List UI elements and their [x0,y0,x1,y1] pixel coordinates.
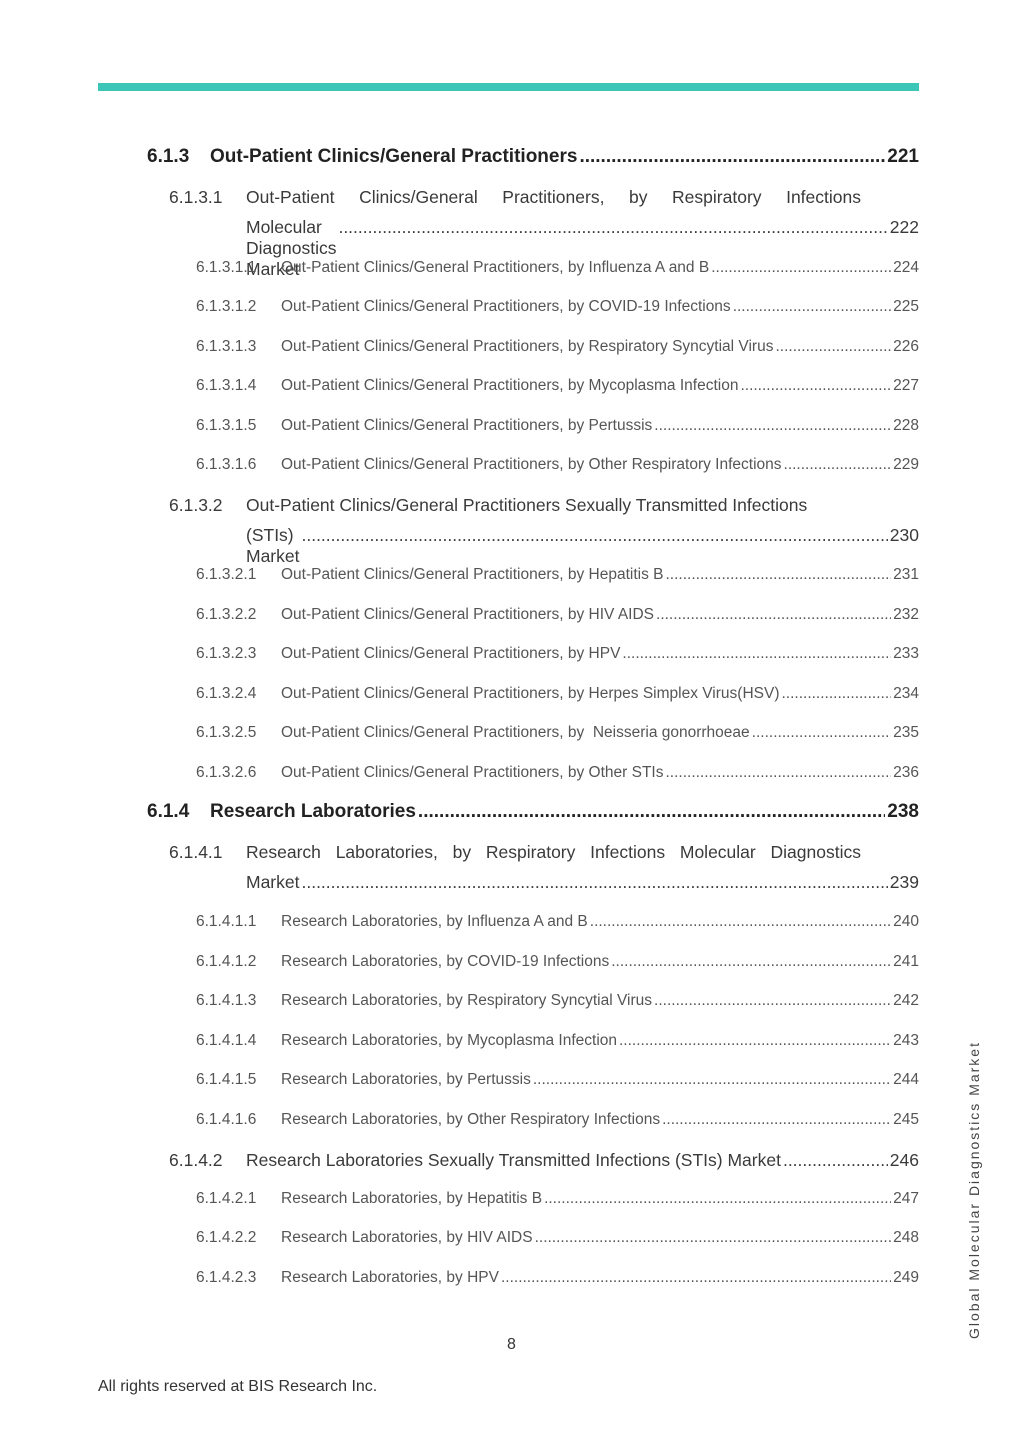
toc-leader-dots [656,606,891,624]
toc-page: 228 [893,417,919,434]
toc-entry-6-1-3-2-2[interactable] [196,606,919,624]
toc-number: 6.1.3.2.2 [196,606,257,623]
toc-number: 6.1.4.1.6 [196,1111,257,1128]
toc-title: Research Laboratories, by Respiratory Syncytial Virus [281,992,653,1009]
toc-leader-dots [301,525,887,546]
toc-entry-6-1-3-1-4[interactable] [196,377,919,395]
toc-number: 6.1.4.1.2 [196,953,257,970]
toc-leader-dots [533,1071,891,1089]
toc-entry-6-1-4-1[interactable] [169,842,919,893]
toc-number: 6.1.3.1.6 [196,456,257,473]
toc-entry-6-1-3-2[interactable] [169,495,919,567]
toc-leader-dots [665,764,891,782]
toc-leader-dots [711,259,891,277]
toc-page: 244 [893,1071,919,1088]
toc-leader-dots [740,377,891,395]
toc-leader-dots [619,1032,891,1050]
toc-leader-dots [784,456,892,474]
toc-title: Out-Patient Clinics/General Practitioners, by Pertussis [281,417,653,434]
toc-number: 6.1.3.1.1 [196,259,257,276]
toc-entry-6-1-3-2-3[interactable] [196,645,919,663]
toc-page: 224 [893,259,919,276]
toc-title-line2: (STIs) Market [246,525,300,566]
toc-number: 6.1.3.2.5 [196,724,257,741]
toc-title: Research Laboratories, by COVID-19 Infections [281,953,610,970]
toc-title: Research Laboratories [210,801,416,822]
toc-title: Out-Patient Clinics/General Practitioners, by Other STIs [281,764,664,781]
toc-page: 249 [893,1269,919,1286]
toc-entry-6-1-4-1-4[interactable] [196,1032,919,1050]
toc-page: 229 [893,456,919,473]
toc-page: 242 [893,992,919,1009]
toc-number: 6.1.4.1.5 [196,1071,257,1088]
toc-page: 226 [893,338,919,355]
toc-page: 248 [893,1229,919,1246]
toc-page: 233 [893,645,919,662]
toc-page: 227 [893,377,919,394]
toc-entry-6-1-3[interactable] [147,146,919,168]
toc-page: 232 [893,606,919,623]
toc-leader-dots [752,724,891,742]
toc-number: 6.1.3.1.4 [196,377,257,394]
toc-title: Research Laboratories Sexually Transmitted Infections (STIs) Market [246,1150,781,1170]
toc-title: Research Laboratories, by Influenza A and B [281,913,588,930]
toc-number: 6.1.3.2.3 [196,645,257,662]
toc-title-line1: Out-Patient Clinics/General Practitioners Sexually Transmitted Infections [246,495,808,515]
toc-title-line1: Research Laboratories, by Respiratory Infections Molecular Diagnostics [246,842,861,862]
toc-leader-dots [418,801,885,823]
toc-number: 6.1.4.1.3 [196,992,257,1009]
toc-title: Out-Patient Clinics/General Practitioners, by Hepatitis B [281,566,664,583]
toc-number: 6.1.3.2.6 [196,764,257,781]
page-number: 8 [507,1336,516,1353]
toc-number: 6.1.3 [147,146,190,167]
toc-title-line1: Out-Patient Clinics/General Practitioners, by Respiratory Infections [246,187,861,207]
toc-leader-dots [501,1269,891,1287]
toc-title: Research Laboratories, by Pertussis [281,1071,531,1088]
footer-copyright: All rights reserved at BIS Research Inc. [98,1378,378,1395]
toc-page: 246 [889,1150,919,1170]
toc-leader-dots [781,685,891,703]
toc-entry-6-1-4[interactable] [147,801,919,823]
toc-number: 6.1.4.1 [169,842,223,862]
toc-page: 225 [893,298,919,315]
toc-leader-dots [783,1150,888,1171]
toc-title: Out-Patient Clinics/General Practitioners, by Herpes Simplex Virus(HSV) [281,685,780,702]
toc-leader-dots [544,1190,891,1208]
toc-title-line2: Market [246,872,300,892]
toc-title: Research Laboratories, by HIV AIDS [281,1229,533,1246]
toc-leader-dots [590,913,891,931]
toc-title: Out-Patient Clinics/General Practitioners, by Other Respiratory Infections [281,456,782,473]
toc-leader-dots [579,146,885,168]
toc-page: 236 [893,764,919,781]
toc-title: Out-Patient Clinics/General Practitioners [210,146,578,167]
toc-title: Out-Patient Clinics/General Practitioners, by Neisseria gonorrhoeae [281,724,750,741]
toc-entry-6-1-3-1-1[interactable] [196,259,919,277]
side-running-title: Global Molecular Diagnostics Market [966,1041,982,1339]
toc-title: Out-Patient Clinics/General Practitioners, by HPV [281,645,621,662]
toc-number: 6.1.3.1.2 [196,298,257,315]
toc-number: 6.1.4.2.3 [196,1269,257,1286]
toc-title: Research Laboratories, by Mycoplasma Infection [281,1032,617,1049]
toc-title: Out-Patient Clinics/General Practitioners, by Mycoplasma Infection [281,377,739,394]
toc-page: 245 [893,1111,919,1128]
toc-entry-6-1-3-1-2[interactable] [196,298,919,316]
toc-page: 234 [893,685,919,702]
toc-number: 6.1.4.2 [169,1150,223,1170]
toc-leader-dots [622,645,891,663]
toc-entry-6-1-4-1-6[interactable] [196,1111,919,1129]
toc-leader-dots [775,338,891,356]
toc-page: 240 [893,913,919,930]
toc-number: 6.1.3.1 [169,187,223,207]
toc-page: 231 [893,566,919,583]
toc-page: 241 [893,953,919,970]
toc-number: 6.1.3.2 [169,495,223,515]
toc-title: Research Laboratories, by Other Respiratory Infections [281,1111,661,1128]
toc-page: 247 [893,1190,919,1207]
toc-page: 243 [893,1032,919,1049]
toc-number: 6.1.4.1.1 [196,913,257,930]
toc-number: 6.1.3.1.5 [196,417,257,434]
toc-number: 6.1.4.2.1 [196,1190,257,1207]
toc-leader-dots [662,1111,891,1129]
toc-entry-6-1-4-2-2[interactable] [196,1229,919,1247]
toc-entry-6-1-3-1-3[interactable] [196,338,919,356]
toc-page: 222 [889,217,919,237]
toc-page: 221 [887,146,919,167]
toc-entry-6-1-3-2-6[interactable] [196,764,919,782]
toc-number: 6.1.3.2.4 [196,685,257,702]
toc-number: 6.1.4 [147,801,190,822]
toc-title-line2: Molecular Diagnostics Market [246,217,337,279]
toc-title: Research Laboratories, by HPV [281,1269,499,1286]
toc-number: 6.1.4.2.2 [196,1229,257,1246]
toc-entry-6-1-4-2[interactable] [169,1150,919,1171]
toc-title: Out-Patient Clinics/General Practitioners, by HIV AIDS [281,606,655,623]
toc-entry-6-1-4-2-3[interactable] [196,1269,919,1287]
toc-entry-6-1-3-1-5[interactable] [196,417,919,435]
toc-number: 6.1.3.1.3 [196,338,257,355]
toc-leader-dots [733,298,891,316]
toc-leader-dots [654,992,891,1010]
toc-entry-6-1-3-2-5[interactable] [196,724,919,742]
toc-leader-dots [654,417,891,435]
toc-entry-6-1-3-2-4[interactable] [196,685,919,703]
toc-leader-dots [301,872,887,893]
toc-entry-6-1-4-2-1[interactable] [196,1190,919,1208]
toc-page: 235 [893,724,919,741]
toc-leader-dots [535,1229,892,1247]
toc-entry-6-1-3-1-6[interactable] [196,456,919,474]
toc-entry-6-1-3-2-1[interactable] [196,566,919,584]
toc-title: Out-Patient Clinics/General Practitioners, by Influenza A and B [281,259,710,276]
header-accent-bar [98,83,919,91]
toc-number: 6.1.3.2.1 [196,566,257,583]
toc-title: Out-Patient Clinics/General Practitioners, by Respiratory Syncytial Virus [281,338,774,355]
toc-number: 6.1.4.1.4 [196,1032,257,1049]
toc-entry-6-1-4-1-5[interactable] [196,1071,919,1089]
toc-page: 238 [887,801,919,822]
toc-page: 239 [889,872,919,892]
toc-title: Out-Patient Clinics/General Practitioners, by COVID-19 Infections [281,298,731,315]
toc-leader-dots [338,217,887,238]
toc-title: Research Laboratories, by Hepatitis B [281,1190,543,1207]
toc-leader-dots [611,953,891,971]
toc-entry-6-1-4-1-3[interactable] [196,992,919,1010]
toc-entry-6-1-4-1-1[interactable] [196,913,919,931]
toc-entry-6-1-4-1-2[interactable] [196,953,919,971]
toc-leader-dots [666,566,892,584]
toc-page: 230 [889,525,919,545]
